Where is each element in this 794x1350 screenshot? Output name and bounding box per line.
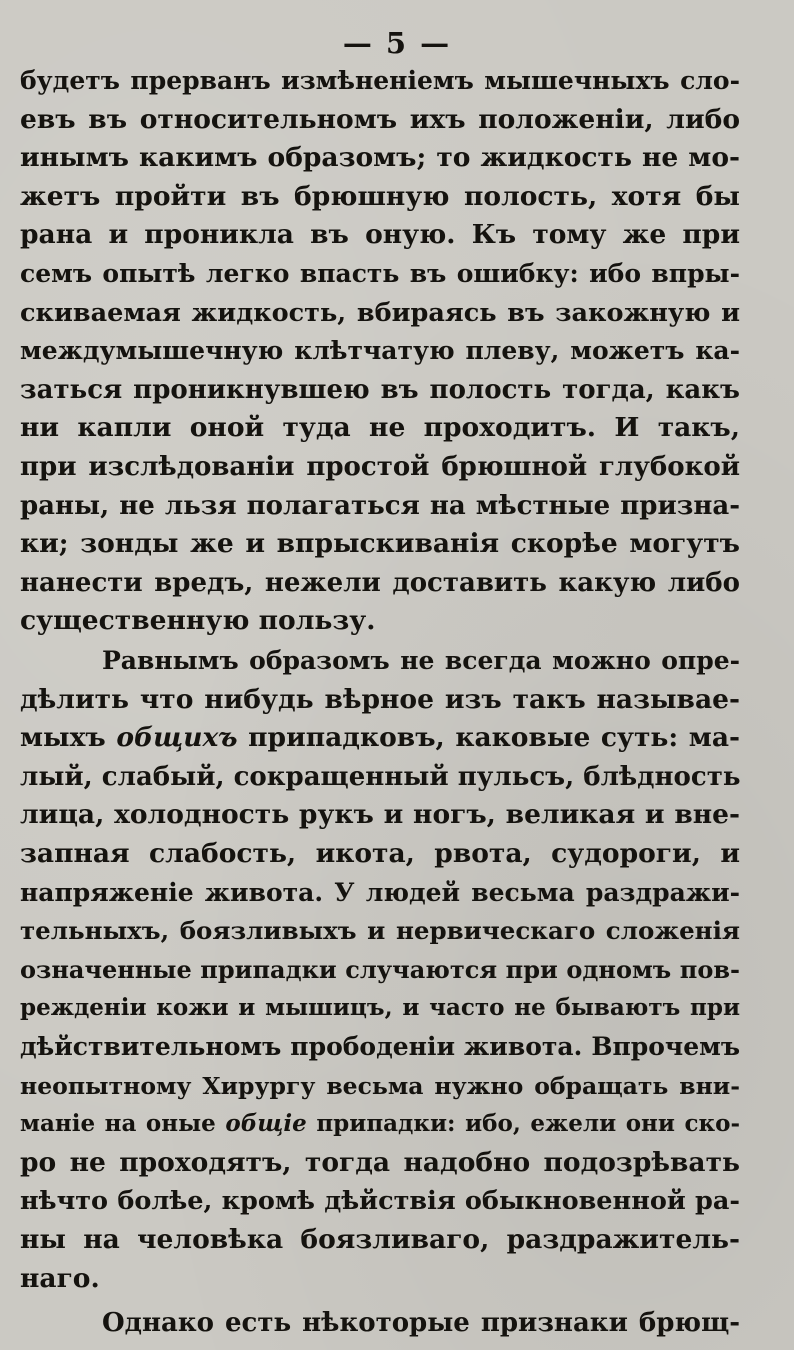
text-line-mixed xyxy=(20,719,740,758)
text-run: припадки: ибо, ежели они ско- xyxy=(316,1110,740,1138)
text-line: ки; зонды же и впрыскиванія скорѣе могутъ xyxy=(20,528,740,560)
text-line: тельныхъ, боязливыхъ и нервическаго сложенія xyxy=(20,916,740,946)
text-line: раны, не льзя полагаться на мѣстные призна- xyxy=(20,490,740,521)
italic-term: общіе xyxy=(225,1110,307,1138)
text-line: дѣйствительномъ прободеніи живота. Впрочемъ xyxy=(20,1031,740,1061)
text-run: припадковъ, каковые суть: ма- xyxy=(248,722,740,754)
text-line: междумышечную клѣтчатую плеву, можетъ ка- xyxy=(20,336,740,366)
text-line: Однако есть нѣкоторые признаки брющ- xyxy=(102,1308,740,1339)
text-line: будетъ прерванъ измѣненіемъ мышечныхъ сло- xyxy=(20,66,740,95)
text-line: лый, слабый, сокращенный пульсъ, блѣдность xyxy=(20,761,740,792)
text-line: скиваемая жидкость, вбираясь въ закожную и xyxy=(20,297,740,328)
text-line: запная слабость, икота, рвота, судороги, и xyxy=(20,837,740,869)
text-run: маніе на оные xyxy=(20,1110,216,1138)
text-line: рана и проникла въ оную. Къ тому же при xyxy=(20,219,740,251)
text-line: инымъ какимъ образомъ; то жидкость не мо- xyxy=(20,142,740,174)
text-line: Равнымъ образомъ не всегда можно опре- xyxy=(102,646,740,675)
text-line: напряженіе живота. У людей весьма раздражи- xyxy=(20,877,740,907)
text-line: нѣчто болѣе, кромѣ дѣйствія обыкновенной ра- xyxy=(20,1186,740,1217)
text-line: режденіи кожи и мышицъ, и часто не бываютъ при xyxy=(20,994,740,1022)
text-line: нанести вредъ, нежели доставить какую либо xyxy=(20,567,740,598)
text-line: жетъ пройти въ брюшную полость, хотя бы xyxy=(20,180,740,212)
page-number: — 5 — xyxy=(342,26,452,60)
text-line: наго. xyxy=(20,1262,100,1294)
text-line: ни капли оной туда не проходитъ. И такъ, xyxy=(20,412,740,444)
text-line-mixed xyxy=(20,1105,740,1144)
text-line: евъ въ относительномъ ихъ положеніи, либо xyxy=(20,103,740,135)
text-run: мыхъ xyxy=(20,722,106,754)
text-line: дѣлить что нибудь вѣрное изъ такъ называе- xyxy=(20,683,740,715)
text-line: неопытному Хирургу весьма нужно обращать вни- xyxy=(20,1071,740,1100)
text-line: лица, холодность рукъ и ногъ, великая и вне- xyxy=(20,799,740,831)
italic-term: общихъ xyxy=(116,722,238,754)
text-line: семъ опытѣ легко впасть въ ошибку: ибо впры- xyxy=(20,258,740,288)
paragraph-1 xyxy=(20,62,740,641)
text-line: при изслѣдованіи простой брюшной глубокой xyxy=(20,451,740,482)
text-line: означенные припадки случаются при одномъ пов- xyxy=(20,954,740,984)
text-line: существенную пользу. xyxy=(20,605,376,637)
text-line: ны на человѣка боязливаго, раздражитель- xyxy=(20,1223,740,1255)
paragraph-2 xyxy=(20,642,740,1343)
text-line: заться проникнувшею въ полость тогда, какъ xyxy=(20,374,740,405)
text-line: ро не проходятъ, тогда надобно подозрѣвать xyxy=(20,1146,740,1178)
